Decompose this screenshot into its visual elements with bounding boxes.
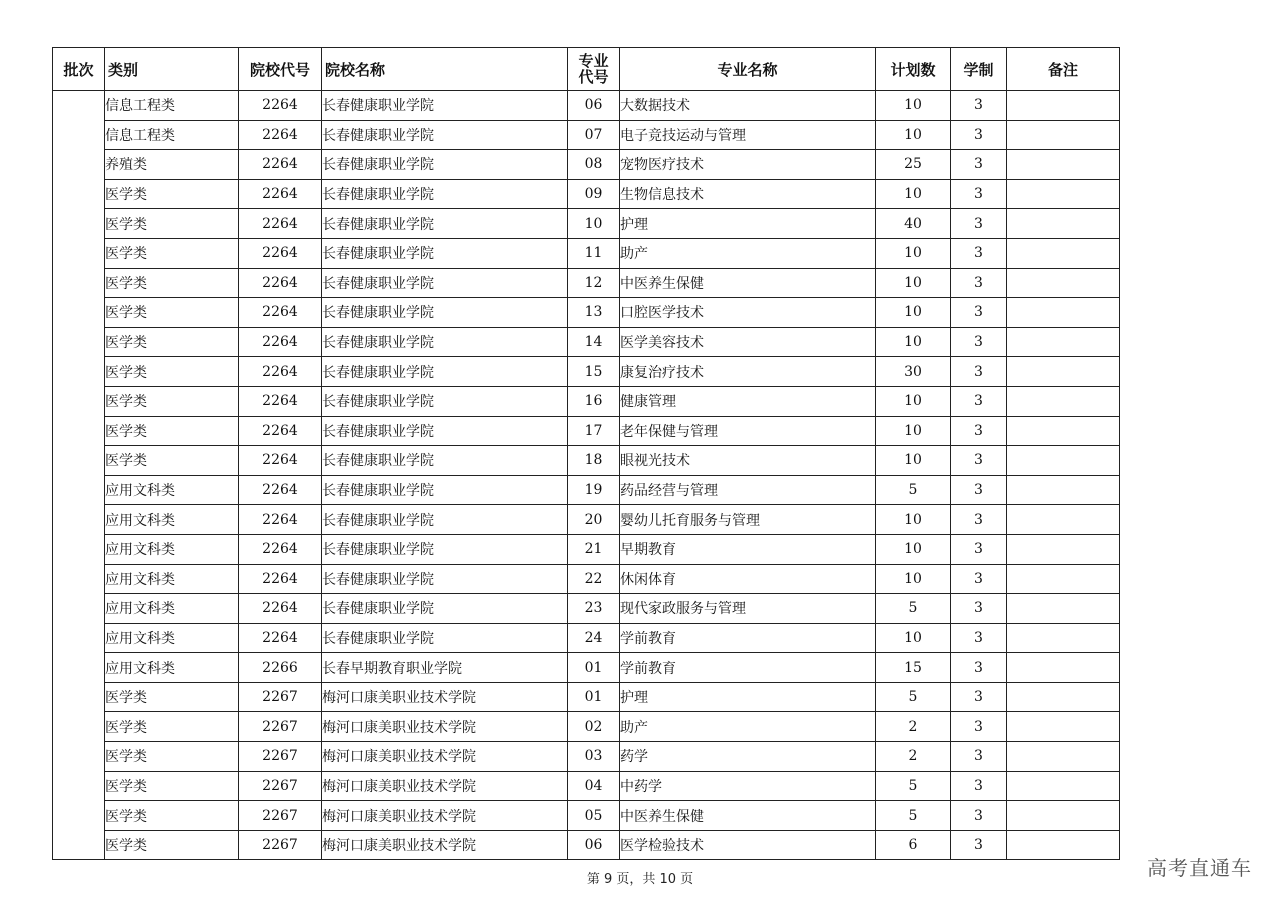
table-row (53, 120, 1120, 150)
cell-duration: 3 (951, 446, 1007, 476)
cell-major-code: 19 (568, 475, 620, 505)
header-duration: 学制 (951, 48, 1007, 91)
cell-remark (1007, 534, 1120, 564)
table-row (53, 712, 1120, 742)
header-row (53, 48, 1120, 91)
cell-school-code: 2264 (239, 120, 322, 150)
table-row (53, 150, 1120, 180)
table-row (53, 357, 1120, 387)
cell-major-name: 婴幼儿托育服务与管理 (620, 505, 876, 535)
cell-major-code: 01 (568, 653, 620, 683)
cell-duration: 3 (951, 357, 1007, 387)
table-row (53, 830, 1120, 860)
cell-plan-count: 5 (876, 594, 951, 624)
cell-school-code: 2264 (239, 623, 322, 653)
cell-plan-count: 10 (876, 238, 951, 268)
cell-school-name: 长春健康职业学院 (322, 475, 568, 505)
cell-school-code: 2264 (239, 209, 322, 239)
cell-plan-count: 5 (876, 801, 951, 831)
cell-school-name: 长春健康职业学院 (322, 298, 568, 328)
table-row (53, 534, 1120, 564)
cell-school-name: 长春健康职业学院 (322, 623, 568, 653)
cell-category: 医学类 (105, 179, 239, 209)
cell-school-name: 长春健康职业学院 (322, 327, 568, 357)
cell-duration: 3 (951, 801, 1007, 831)
cell-plan-count: 10 (876, 534, 951, 564)
cell-major-code: 09 (568, 179, 620, 209)
cell-school-code: 2267 (239, 830, 322, 860)
cell-category: 医学类 (105, 416, 239, 446)
cell-school-code: 2267 (239, 771, 322, 801)
cell-school-name: 长春健康职业学院 (322, 386, 568, 416)
cell-school-code: 2264 (239, 238, 322, 268)
cell-school-code: 2264 (239, 298, 322, 328)
page-number: 第 9 页，共 10 页 (586, 872, 694, 887)
cell-duration: 3 (951, 179, 1007, 209)
cell-remark (1007, 268, 1120, 298)
cell-school-name: 长春早期教育职业学院 (322, 653, 568, 683)
cell-major-code: 20 (568, 505, 620, 535)
cell-school-code: 2264 (239, 386, 322, 416)
cell-school-name: 长春健康职业学院 (322, 209, 568, 239)
header-school-name: 院校名称 (322, 48, 568, 91)
cell-remark (1007, 594, 1120, 624)
cell-school-code: 2267 (239, 682, 322, 712)
cell-school-code: 2267 (239, 712, 322, 742)
cell-major-name: 早期教育 (620, 534, 876, 564)
cell-major-name: 护理 (620, 209, 876, 239)
cell-remark (1007, 505, 1120, 535)
cell-major-name: 医学美容技术 (620, 327, 876, 357)
cell-major-code: 11 (568, 238, 620, 268)
cell-major-name: 电子竞技运动与管理 (620, 120, 876, 150)
cell-duration: 3 (951, 623, 1007, 653)
cell-major-code: 14 (568, 327, 620, 357)
cell-school-name: 梅河口康美职业技术学院 (322, 801, 568, 831)
cell-plan-count: 10 (876, 179, 951, 209)
table-row (53, 623, 1120, 653)
cell-major-name: 学前教育 (620, 653, 876, 683)
enrollment-plan-table (52, 47, 1120, 860)
cell-plan-count: 10 (876, 446, 951, 476)
cell-plan-count: 10 (876, 564, 951, 594)
cell-plan-count: 10 (876, 416, 951, 446)
cell-school-name: 长春健康职业学院 (322, 564, 568, 594)
cell-category: 应用文科类 (105, 534, 239, 564)
cell-category: 信息工程类 (105, 91, 239, 121)
table-row (53, 446, 1120, 476)
cell-plan-count: 10 (876, 623, 951, 653)
cell-remark (1007, 209, 1120, 239)
cell-category: 医学类 (105, 446, 239, 476)
cell-major-code: 06 (568, 91, 620, 121)
cell-major-name: 助产 (620, 238, 876, 268)
cell-school-code: 2264 (239, 505, 322, 535)
cell-major-code: 15 (568, 357, 620, 387)
cell-remark (1007, 150, 1120, 180)
header-major-code-line2: 代号 (578, 68, 609, 86)
cell-category: 应用文科类 (105, 653, 239, 683)
cell-major-code: 24 (568, 623, 620, 653)
cell-remark (1007, 564, 1120, 594)
cell-school-code: 2266 (239, 653, 322, 683)
table-row (53, 268, 1120, 298)
cell-major-name: 眼视光技术 (620, 446, 876, 476)
cell-school-code: 2264 (239, 268, 322, 298)
header-major-name: 专业名称 (620, 48, 876, 91)
cell-plan-count: 2 (876, 712, 951, 742)
cell-remark (1007, 682, 1120, 712)
header-major-code (568, 48, 620, 91)
cell-remark (1007, 357, 1120, 387)
cell-duration: 3 (951, 238, 1007, 268)
cell-major-code: 12 (568, 268, 620, 298)
cell-major-name: 大数据技术 (620, 91, 876, 121)
cell-school-code: 2267 (239, 801, 322, 831)
cell-major-name: 康复治疗技术 (620, 357, 876, 387)
cell-major-name: 医学检验技术 (620, 830, 876, 860)
cell-major-code: 16 (568, 386, 620, 416)
cell-school-code: 2264 (239, 534, 322, 564)
cell-category: 医学类 (105, 386, 239, 416)
cell-remark (1007, 298, 1120, 328)
cell-school-name: 梅河口康美职业技术学院 (322, 682, 568, 712)
cell-remark (1007, 653, 1120, 683)
cell-duration: 3 (951, 564, 1007, 594)
cell-duration: 3 (951, 150, 1007, 180)
table-row (53, 416, 1120, 446)
cell-remark (1007, 327, 1120, 357)
cell-school-name: 长春健康职业学院 (322, 91, 568, 121)
cell-plan-count: 10 (876, 120, 951, 150)
cell-major-name: 健康管理 (620, 386, 876, 416)
cell-duration: 3 (951, 682, 1007, 712)
cell-plan-count: 5 (876, 682, 951, 712)
cell-major-code: 01 (568, 682, 620, 712)
cell-category: 医学类 (105, 238, 239, 268)
cell-major-name: 助产 (620, 712, 876, 742)
cell-category: 应用文科类 (105, 623, 239, 653)
cell-school-name: 梅河口康美职业技术学院 (322, 742, 568, 772)
cell-category: 医学类 (105, 682, 239, 712)
cell-major-code: 04 (568, 771, 620, 801)
cell-school-name: 长春健康职业学院 (322, 179, 568, 209)
table-row (53, 238, 1120, 268)
cell-plan-count: 25 (876, 150, 951, 180)
cell-duration: 3 (951, 830, 1007, 860)
cell-major-name: 休闲体育 (620, 564, 876, 594)
table-row (53, 327, 1120, 357)
cell-major-name: 生物信息技术 (620, 179, 876, 209)
header-batch: 批次 (53, 48, 105, 91)
header-remark: 备注 (1007, 48, 1120, 91)
cell-school-name: 梅河口康美职业技术学院 (322, 712, 568, 742)
cell-school-code: 2264 (239, 594, 322, 624)
cell-plan-count: 6 (876, 830, 951, 860)
cell-major-code: 23 (568, 594, 620, 624)
cell-duration: 3 (951, 653, 1007, 683)
cell-major-code: 05 (568, 801, 620, 831)
table-body (53, 91, 1120, 860)
cell-duration: 3 (951, 327, 1007, 357)
cell-remark (1007, 742, 1120, 772)
cell-plan-count: 10 (876, 505, 951, 535)
cell-category: 信息工程类 (105, 120, 239, 150)
cell-duration: 3 (951, 594, 1007, 624)
cell-major-code: 21 (568, 534, 620, 564)
cell-major-name: 药品经营与管理 (620, 475, 876, 505)
cell-category: 医学类 (105, 830, 239, 860)
cell-major-name: 现代家政服务与管理 (620, 594, 876, 624)
cell-plan-count: 10 (876, 268, 951, 298)
cell-duration: 3 (951, 298, 1007, 328)
cell-category: 应用文科类 (105, 475, 239, 505)
cell-duration: 3 (951, 742, 1007, 772)
cell-school-name: 梅河口康美职业技术学院 (322, 830, 568, 860)
cell-school-name: 长春健康职业学院 (322, 416, 568, 446)
cell-plan-count: 10 (876, 298, 951, 328)
cell-duration: 3 (951, 386, 1007, 416)
cell-major-code: 03 (568, 742, 620, 772)
table-row (53, 682, 1120, 712)
table-row (53, 564, 1120, 594)
cell-duration: 3 (951, 712, 1007, 742)
table-row (53, 179, 1120, 209)
cell-plan-count: 15 (876, 653, 951, 683)
cell-major-code: 07 (568, 120, 620, 150)
cell-duration: 3 (951, 209, 1007, 239)
header-plan-count: 计划数 (876, 48, 951, 91)
cell-category: 医学类 (105, 771, 239, 801)
cell-remark (1007, 238, 1120, 268)
cell-category: 医学类 (105, 357, 239, 387)
cell-school-code: 2264 (239, 416, 322, 446)
cell-category: 医学类 (105, 268, 239, 298)
cell-remark (1007, 179, 1120, 209)
cell-category: 应用文科类 (105, 564, 239, 594)
cell-school-name: 长春健康职业学院 (322, 357, 568, 387)
cell-major-code: 08 (568, 150, 620, 180)
cell-plan-count: 30 (876, 357, 951, 387)
cell-major-name: 宠物医疗技术 (620, 150, 876, 180)
cell-duration: 3 (951, 416, 1007, 446)
cell-major-name: 中医养生保健 (620, 801, 876, 831)
table-row (53, 742, 1120, 772)
cell-category: 医学类 (105, 712, 239, 742)
table-row (53, 298, 1120, 328)
cell-school-code: 2264 (239, 564, 322, 594)
watermark-logo-text: 高考直通车 (1147, 856, 1252, 880)
table-row (53, 209, 1120, 239)
cell-major-name: 老年保健与管理 (620, 416, 876, 446)
cell-remark (1007, 416, 1120, 446)
cell-major-code: 06 (568, 830, 620, 860)
header-major-code-line1: 专业 (578, 52, 609, 70)
cell-remark (1007, 801, 1120, 831)
cell-school-code: 2267 (239, 742, 322, 772)
cell-remark (1007, 386, 1120, 416)
cell-remark (1007, 830, 1120, 860)
cell-major-name: 学前教育 (620, 623, 876, 653)
cell-school-name: 梅河口康美职业技术学院 (322, 771, 568, 801)
cell-school-name: 长春健康职业学院 (322, 238, 568, 268)
table-row (53, 594, 1120, 624)
table-row (53, 386, 1120, 416)
cell-remark (1007, 623, 1120, 653)
table-row (53, 505, 1120, 535)
cell-major-code: 10 (568, 209, 620, 239)
cell-remark (1007, 91, 1120, 121)
cell-school-name: 长春健康职业学院 (322, 446, 568, 476)
header-school-code: 院校代号 (239, 48, 322, 91)
cell-school-code: 2264 (239, 91, 322, 121)
cell-category: 医学类 (105, 742, 239, 772)
cell-remark (1007, 771, 1120, 801)
cell-plan-count: 2 (876, 742, 951, 772)
cell-category: 养殖类 (105, 150, 239, 180)
cell-plan-count: 10 (876, 386, 951, 416)
cell-remark (1007, 120, 1120, 150)
cell-school-code: 2264 (239, 150, 322, 180)
cell-major-code: 22 (568, 564, 620, 594)
cell-school-name: 长春健康职业学院 (322, 594, 568, 624)
cell-duration: 3 (951, 771, 1007, 801)
cell-duration: 3 (951, 475, 1007, 505)
cell-remark (1007, 475, 1120, 505)
cell-remark (1007, 712, 1120, 742)
header-category: 类别 (105, 48, 239, 91)
cell-plan-count: 10 (876, 327, 951, 357)
cell-school-code: 2264 (239, 475, 322, 505)
cell-major-name: 护理 (620, 682, 876, 712)
cell-duration: 3 (951, 505, 1007, 535)
cell-school-name: 长春健康职业学院 (322, 268, 568, 298)
cell-plan-count: 10 (876, 91, 951, 121)
cell-duration: 3 (951, 534, 1007, 564)
cell-category: 医学类 (105, 801, 239, 831)
cell-category: 医学类 (105, 298, 239, 328)
cell-category: 应用文科类 (105, 505, 239, 535)
cell-major-code: 18 (568, 446, 620, 476)
cell-school-name: 长春健康职业学院 (322, 120, 568, 150)
cell-major-code: 17 (568, 416, 620, 446)
cell-school-code: 2264 (239, 327, 322, 357)
table-row (53, 475, 1120, 505)
cell-major-code: 13 (568, 298, 620, 328)
cell-school-name: 长春健康职业学院 (322, 534, 568, 564)
cell-school-code: 2264 (239, 357, 322, 387)
cell-school-code: 2264 (239, 179, 322, 209)
table-row (53, 771, 1120, 801)
table-row (53, 91, 1120, 121)
cell-major-name: 药学 (620, 742, 876, 772)
cell-remark (1007, 446, 1120, 476)
cell-school-name: 长春健康职业学院 (322, 505, 568, 535)
cell-category: 应用文科类 (105, 594, 239, 624)
cell-major-name: 中医养生保健 (620, 268, 876, 298)
cell-school-name: 长春健康职业学院 (322, 150, 568, 180)
cell-plan-count: 40 (876, 209, 951, 239)
cell-category: 医学类 (105, 209, 239, 239)
cell-duration: 3 (951, 268, 1007, 298)
cell-major-code: 02 (568, 712, 620, 742)
cell-batch (53, 91, 105, 860)
table-row (53, 801, 1120, 831)
table-row (53, 653, 1120, 683)
cell-duration: 3 (951, 91, 1007, 121)
cell-plan-count: 5 (876, 771, 951, 801)
cell-major-name: 口腔医学技术 (620, 298, 876, 328)
cell-duration: 3 (951, 120, 1007, 150)
cell-plan-count: 5 (876, 475, 951, 505)
cell-category: 医学类 (105, 327, 239, 357)
cell-major-name: 中药学 (620, 771, 876, 801)
cell-school-code: 2264 (239, 446, 322, 476)
